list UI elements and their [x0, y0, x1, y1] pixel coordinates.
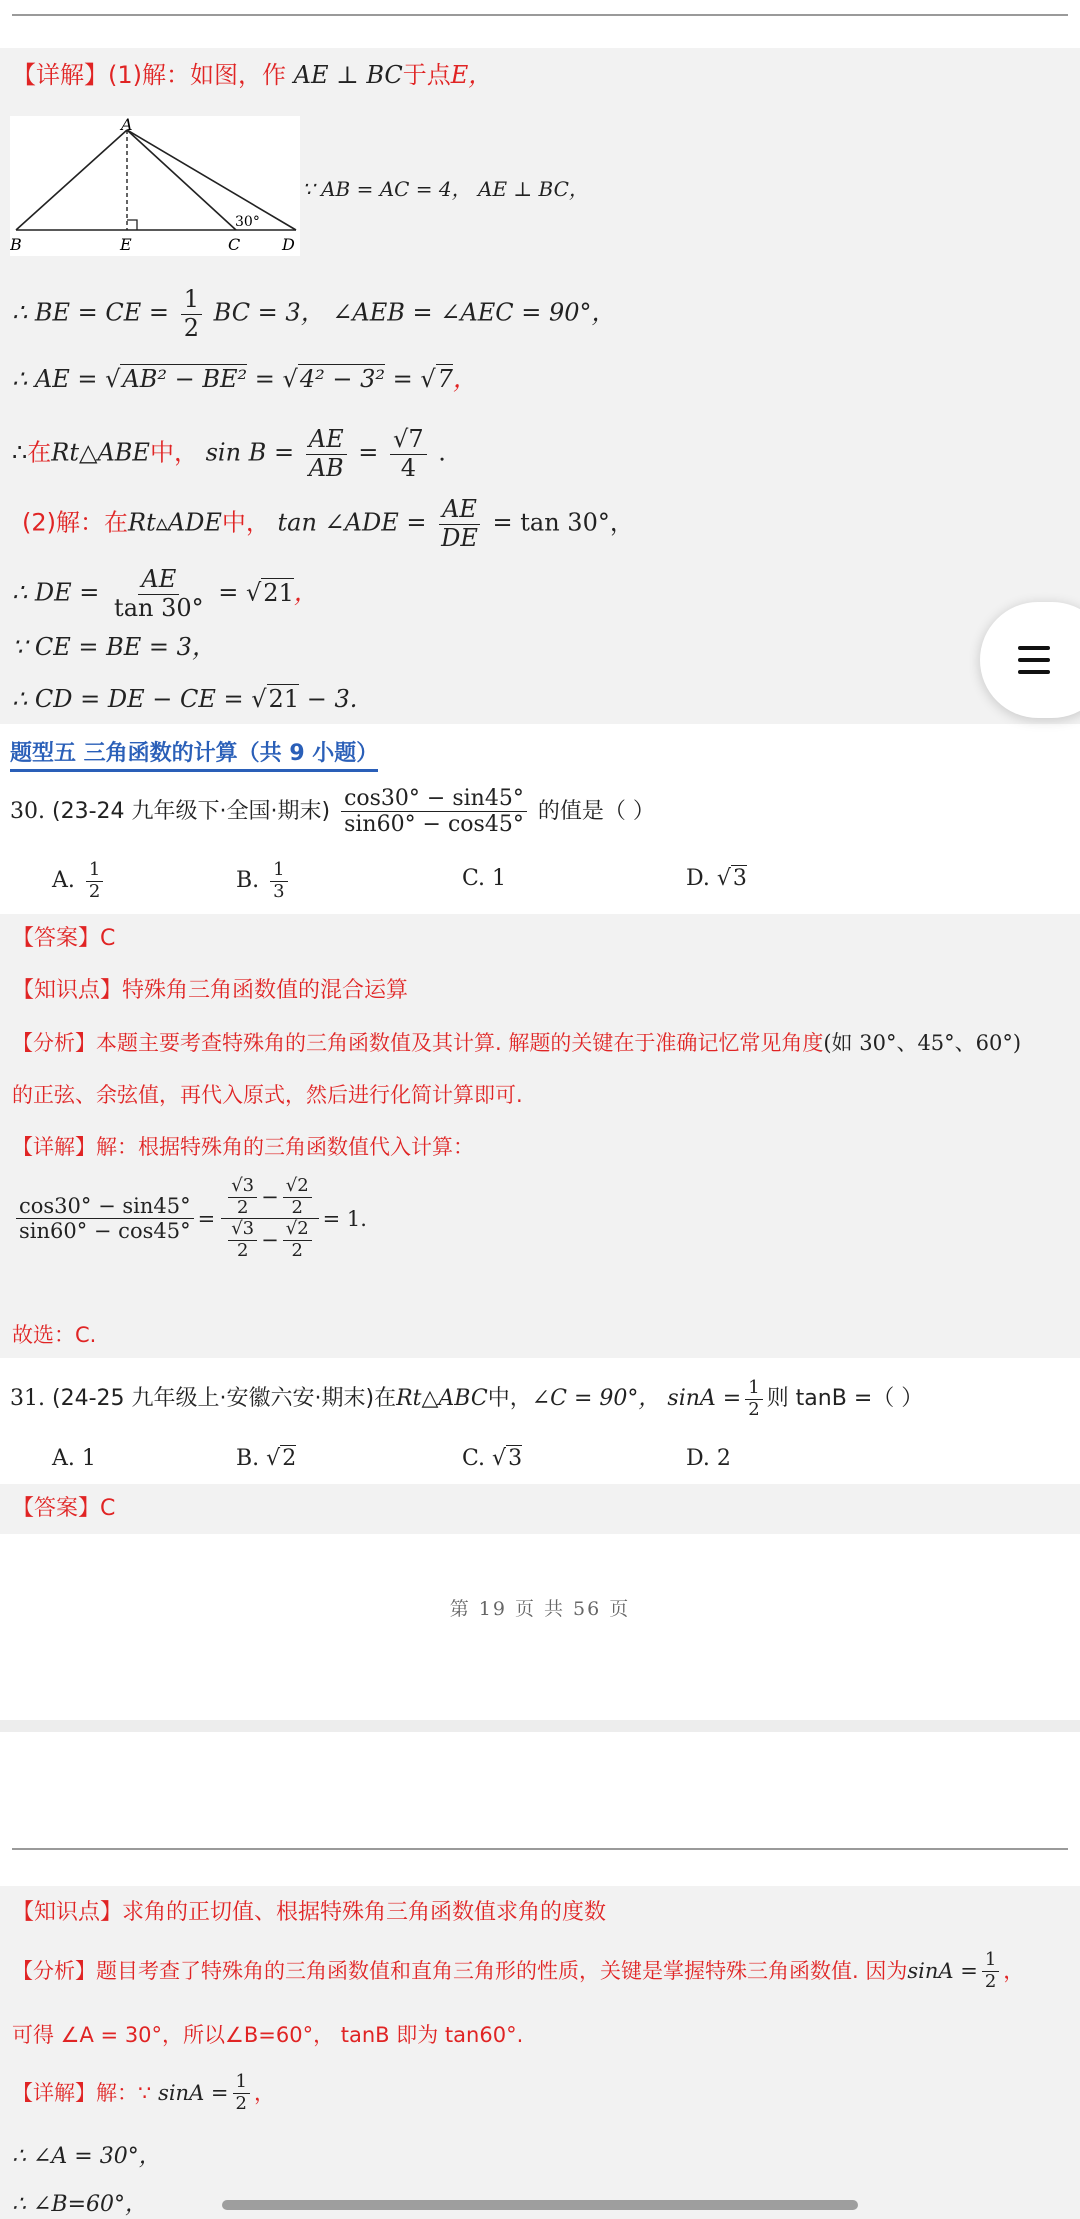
q31-option-b: B. √2 — [236, 1446, 297, 1471]
analysis-30-line-1: 【分析】本题主要考查特殊角的三角函数值及其计算. 解题的关键在于准确记忆常见角度(如 30°、45°、60°) — [12, 1031, 1022, 1055]
calc-30: $\frac{\cos 30^\circ - \sin 45^\circ}{\sin 60^\circ - \cos 45^\circ}$ = $\frac{√3}{2}$ − $\frac{√2}{2}$ $\frac{√3}{2}$ − $\frac{√2}{2}$ = 1. — [12, 1176, 367, 1262]
detail-30: 【详解】解：根据特殊角的三角函数值代入计算： — [12, 1135, 474, 1159]
knowledge-point-31: 【知识点】求角的正切值、根据特殊角三角函数值求角的度数 — [12, 1900, 607, 1925]
detail-31: 【详解】解：∵ sinA = $\frac{1}{2}$ ， — [12, 2071, 275, 2114]
solution-line-3: ∴在Rt△ABE中， sin B = $\frac{AE}{AB}$ = $\frac{√7}{4}$ . — [12, 425, 446, 482]
detail-heading: 【详解】(1)解：如图，作 AE ⊥ BC于点E， — [12, 61, 493, 89]
page-separator — [0, 1720, 1080, 1732]
answer-30: 【答案】C — [12, 926, 116, 951]
detail-31-line-2: ∴ ∠A = 30°， — [12, 2144, 161, 2169]
svg-text:30°: 30° — [235, 214, 260, 230]
question-31: 31. (24-25 九年级上·安徽六安·期末) 在 Rt△ABC 中， ∠C = 90°， sinA = $\frac{1}{2}$ 则 tanB =（ ） — [10, 1377, 924, 1420]
page2-solution-block — [0, 1886, 1080, 2219]
svg-text:A: A — [121, 116, 133, 134]
q30-option-c: C. 1 — [462, 866, 507, 891]
horizontal-scrollbar[interactable] — [222, 2200, 858, 2210]
q31-option-c: C. √3 — [462, 1446, 523, 1471]
analysis-31-line-2: 可得 ∠A = 30°，所以∠B=60°， tanB 即为 tan60°. — [12, 2023, 524, 2047]
page2-top-rule — [12, 1848, 1068, 1850]
solution-line-4: (2)解：在Rt▵ADE中， tan ∠ADE = $\frac{AE}{DE}$ = tan 30°， — [22, 495, 634, 552]
answer-31: 【答案】C — [12, 1496, 116, 1521]
solution-line-1: ∴ BE = CE = $\frac{1}{2}$ BC = 3， ∠AEB = ∠AEC = 90°， — [12, 285, 616, 342]
q30-option-d: D. √3 — [686, 866, 747, 891]
q30-option-b: B. $\frac{1}{3}$ — [236, 860, 292, 902]
detail-31-line-3: ∴ ∠B=60°， — [12, 2192, 148, 2217]
choose-30: 故选：C. — [12, 1323, 97, 1347]
solution-line-2: ∴ AE = √AB² − BE² = √4² − 3² = √7， — [12, 365, 477, 393]
solution-line-6: ∵ CE = BE = 3， — [12, 633, 216, 661]
page-top-rule — [12, 14, 1068, 16]
given-line: ∵ AB = AC = 4， AE ⊥ BC， — [302, 177, 589, 201]
q31-option-d: D. 2 — [686, 1446, 731, 1471]
solution-line-5: ∴ DE = $\frac{AE}{\tan 30^\circ}$ = √21， — [12, 565, 318, 622]
triangle-diagram — [10, 116, 300, 256]
page-footer: 第 19 页 共 56 页 — [449, 1598, 631, 1620]
question-30: 30. (23-24 九年级下·全国·期末) $\frac{\cos 30^\circ - \sin 45^\circ}{\sin 60^\circ - \cos 45^\circ}$ 的值是（ ） — [10, 786, 655, 838]
solution-line-7: ∴ CD = DE − CE = √21 − 3. — [12, 685, 358, 713]
section-title: 题型五 三角函数的计算（共 9 小题） — [10, 736, 378, 772]
knowledge-point-30: 【知识点】特殊角三角函数值的混合运算 — [12, 978, 409, 1003]
analysis-30-line-2: 的正弦、余弦值，再代入原式，然后进行化简计算即可. — [12, 1083, 523, 1107]
svg-text:D: D — [282, 235, 295, 254]
triangle-figure — [10, 116, 300, 256]
q31-option-a: A. 1 — [52, 1446, 96, 1471]
hamburger-menu-icon — [1018, 646, 1050, 650]
analysis-31-line-1: 【分析】题目考查了特殊角的三角函数值和直角三角形的性质，关键是掌握特殊三角函数值. 因为 sinA = $\frac{1}{2}$ ， — [12, 1949, 1025, 1992]
svg-text:E: E — [120, 235, 132, 254]
answer-block-31 — [0, 1484, 1080, 1534]
q30-option-a: A. $\frac{1}{2}$ — [52, 860, 107, 902]
svg-text:C: C — [228, 235, 241, 254]
svg-text:B: B — [10, 235, 22, 254]
